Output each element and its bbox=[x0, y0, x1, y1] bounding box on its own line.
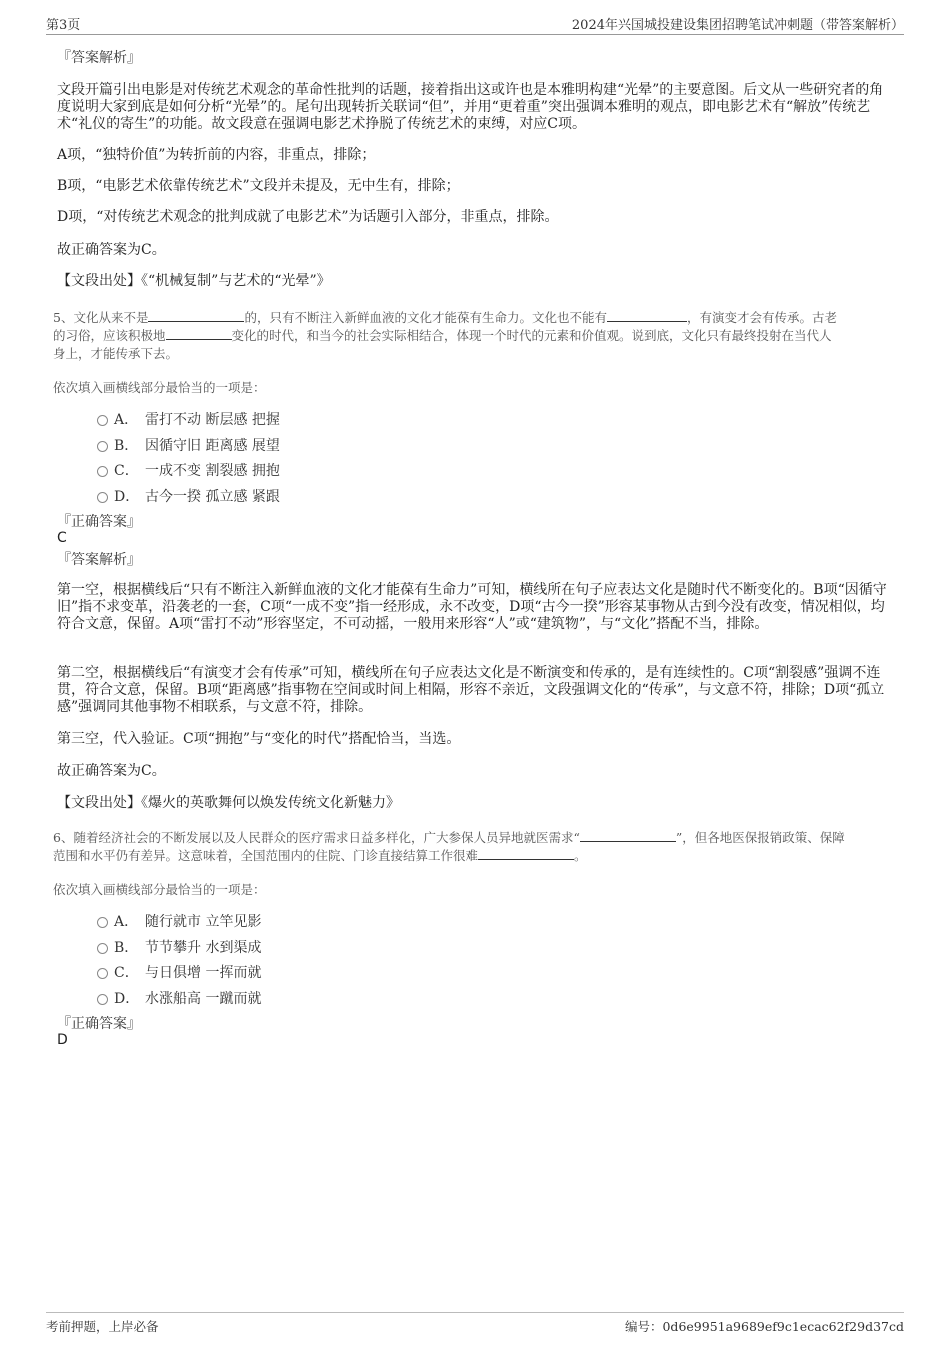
option-d[interactable]: D． 古今一揆 孤立感 紧跟 bbox=[57, 486, 897, 512]
radio-button[interactable] bbox=[97, 994, 108, 1005]
analysis-paragraph: 第二空，根据横线后“有演变才会有传承”可知，横线所在句子应表达文化是不断演变和传承的，是有连续性的。C项“割裂感”强调不连贯，符合文意，保留。B项“距离感”指事物在空间或时间上相隔，形容不亲近，文段强调文化的“传承”，与文意不符，排除；D项“孤立感”强调同其他事物不相联系，与文意不符，排除。 bbox=[57, 665, 885, 715]
page-number: 第3页 bbox=[46, 18, 81, 33]
options-list bbox=[57, 911, 897, 1013]
radio-button[interactable] bbox=[97, 968, 108, 979]
footer-slogan: 考前押题，上岸必备 bbox=[46, 1319, 159, 1334]
options-list bbox=[57, 409, 897, 511]
answer-conclusion: 故正确答案为C。 bbox=[57, 242, 166, 258]
correct-answer: C bbox=[57, 530, 67, 546]
correct-answer: D bbox=[57, 1032, 68, 1048]
source-citation: 【文段出处】《“机械复制”与艺术的“光晕”》 bbox=[57, 273, 331, 289]
radio-button[interactable] bbox=[97, 943, 108, 954]
analysis-paragraph: 第一空，根据横线后“只有不断注入新鲜血液的文化才能葆有生命力”可知，横线所在句子应表达文化是随时代不断变化的。B项“因循守旧”指不求变革，沿袭老的一套，C项“一成不变”指一经形成，永不改变，D项“古今一揆”形容某事物从古到今没有改变，情况相似，均符合文意，保留。A项“雷打不动”形容坚定，不可动摇，一般用来形容“人”或“建筑物”，与“文化”搭配不当，排除。 bbox=[57, 582, 887, 632]
radio-button[interactable] bbox=[97, 917, 108, 928]
answer-conclusion: 故正确答案为C。 bbox=[57, 763, 166, 779]
radio-button[interactable] bbox=[97, 415, 108, 426]
analysis-paragraph: B项，“电影艺术依靠传统艺术”文段并未提及，无中生有，排除； bbox=[57, 178, 460, 194]
analysis-paragraph: D项，“对传统艺术观念的批判成就了电影艺术”为话题引入部分，非重点，排除。 bbox=[57, 209, 559, 225]
source-citation: 【文段出处】《爆火的英歌舞何以焕发传统文化新魅力》 bbox=[57, 795, 400, 811]
radio-button[interactable] bbox=[97, 466, 108, 477]
option-a[interactable]: A． 雷打不动 断层感 把握 bbox=[57, 409, 897, 435]
analysis-paragraph: 第三空，代入验证。C项“拥抱”与“变化的时代”搭配恰当，当选。 bbox=[57, 731, 461, 747]
page-footer bbox=[46, 1312, 904, 1335]
option-d[interactable]: D． 水涨船高 一蹴而就 bbox=[57, 988, 897, 1014]
question-prompt: 依次填入画横线部分最恰当的一项是： bbox=[53, 882, 266, 897]
document-code: 编号：0d6e9951a9689ef9c1ecac62f29d37cd bbox=[624, 1319, 904, 1334]
document-title: 2024年兴国城投建设集团招聘笔试冲刺题（带答案解析） bbox=[571, 18, 904, 33]
option-b[interactable]: B． 因循守旧 距离感 展望 bbox=[57, 435, 897, 461]
correct-answer-tag: 『正确答案』 bbox=[57, 514, 141, 530]
page-content bbox=[53, 47, 897, 1051]
fill-blank bbox=[580, 829, 676, 842]
fill-blank bbox=[148, 309, 244, 322]
fill-blank bbox=[478, 847, 574, 860]
fill-blank bbox=[166, 327, 232, 340]
fill-blank bbox=[607, 309, 687, 322]
question-stem: 5、文化从来不是 的，只有不断注入新鲜血液的文化才能葆有生命力。文化也不能有 ，有演变才会有传承。古老 的习俗，应该积极地 变化的时代，和当今的社会实际相结合，体现一个时代的元素和价值观。说到底，文化只有最终投射在当代人 身上，才能传承下去。 bbox=[53, 310, 837, 361]
option-b[interactable]: B． 节节攀升 水到渠成 bbox=[57, 937, 897, 963]
question-prompt: 依次填入画横线部分最恰当的一项是： bbox=[53, 380, 266, 395]
analysis-paragraph: A项，“独特价值”为转折前的内容，非重点，排除； bbox=[57, 147, 376, 163]
option-c[interactable]: C． 与日俱增 一挥而就 bbox=[57, 962, 897, 988]
question-stem: 6、随着经济社会的不断发展以及人民群众的医疗需求日益多样化，广大参保人员异地就医需求“ ”，但各地医保报销政策、保障 范围和水平仍有差异。这意味着，全国范围内的住院、门诊直接结算工作很难 。 bbox=[53, 830, 845, 863]
analysis-paragraph: 文段开篇引出电影是对传统艺术观念的革命性批判的话题，接着指出这或许也是本雅明构建“光晕”的主要意图。后文从一些研究者的角度说明大家到底是如何分析“光晕”的。尾句出现转折关联词“但”，并用“更着重”突出强调本雅明的观点，即电影艺术有“解放”传统艺术“礼仪的寄生”的功能。故文段意在强调电影艺术挣脱了传统艺术的束缚，对应C项。 bbox=[57, 82, 884, 132]
page-header bbox=[46, 14, 904, 35]
correct-answer-tag: 『正确答案』 bbox=[57, 1016, 141, 1032]
radio-button[interactable] bbox=[97, 441, 108, 452]
analysis-tag: 『答案解析』 bbox=[57, 50, 141, 66]
radio-button[interactable] bbox=[97, 492, 108, 503]
option-a[interactable]: A． 随行就市 立竿见影 bbox=[57, 911, 897, 937]
analysis-tag: 『答案解析』 bbox=[57, 552, 141, 568]
option-c[interactable]: C． 一成不变 割裂感 拥抱 bbox=[57, 460, 897, 486]
